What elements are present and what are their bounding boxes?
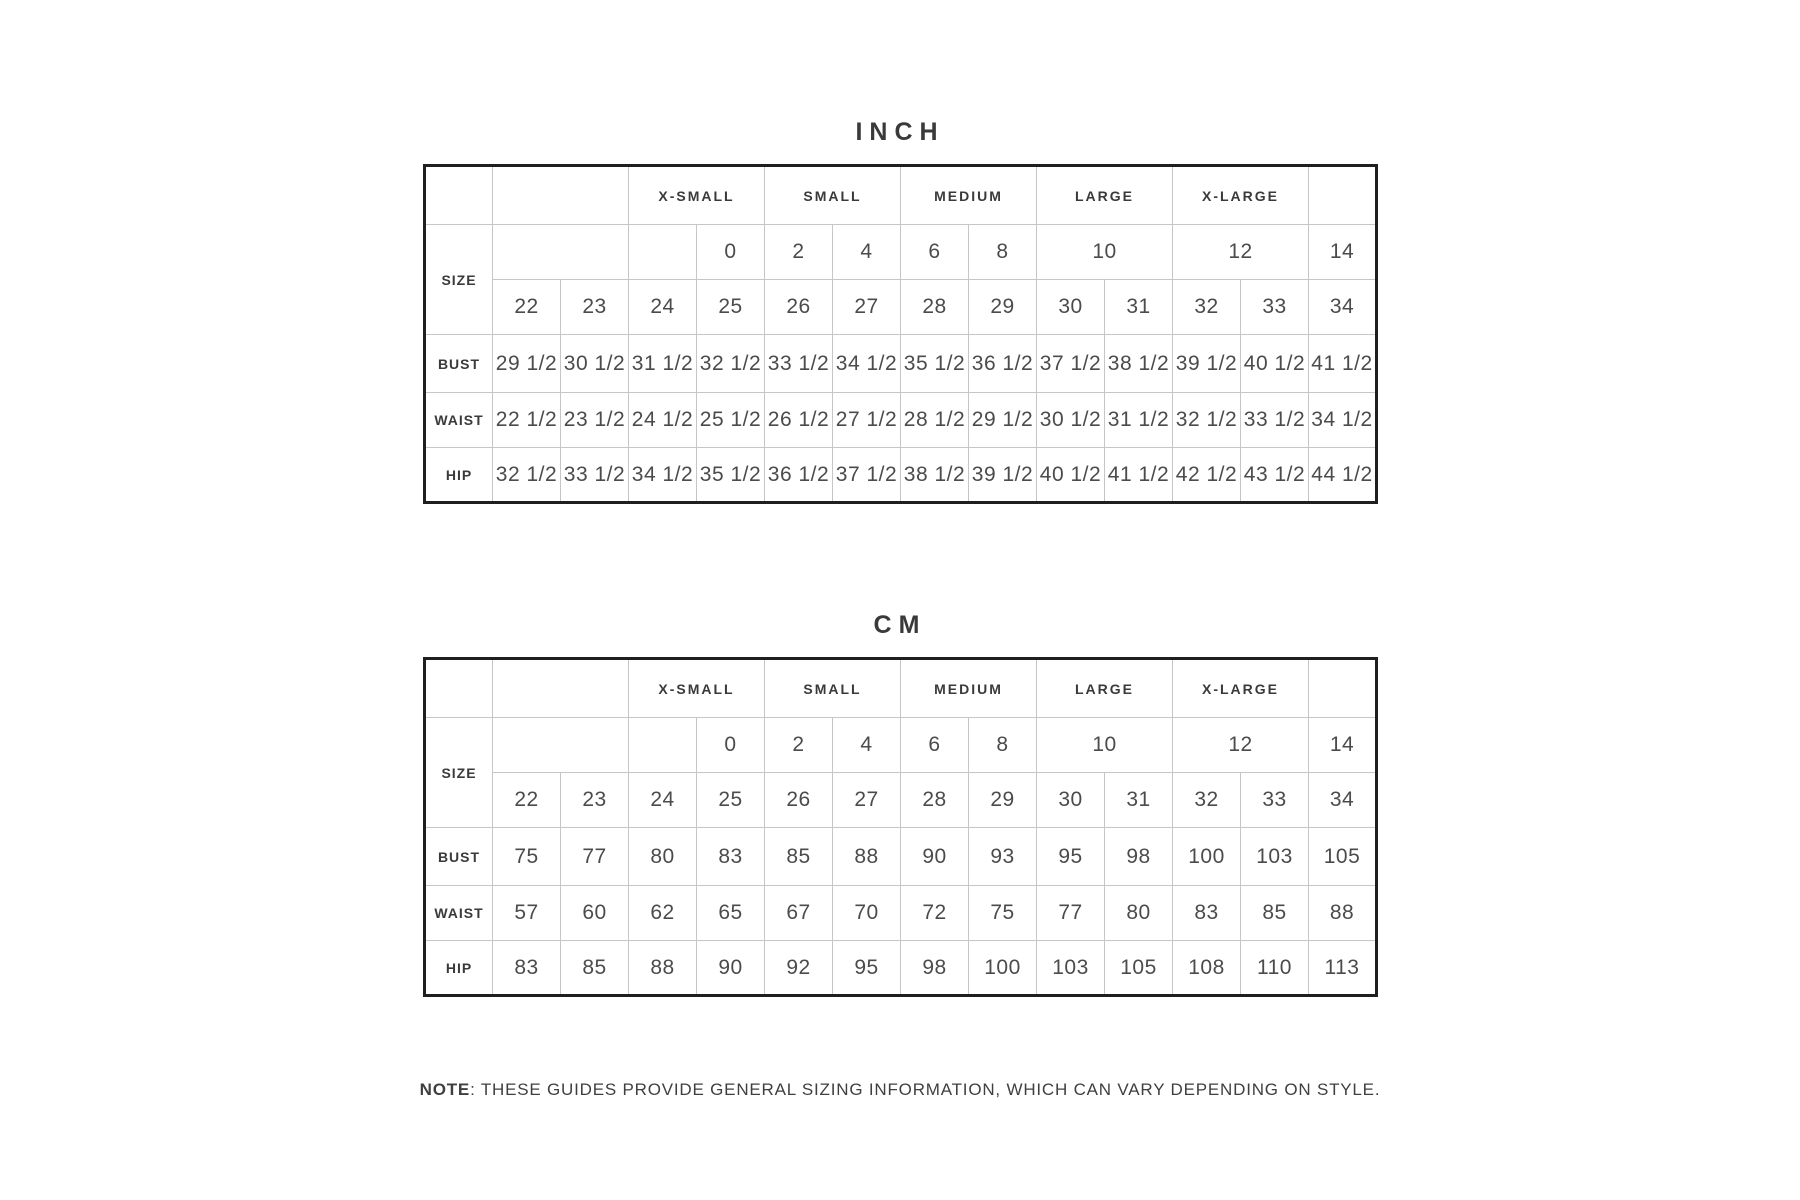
us-size-row (425, 225, 1377, 280)
us-size-cell: 4 (833, 718, 901, 773)
measurement-cell: 75 (493, 828, 561, 886)
numeric-size-row (425, 773, 1377, 828)
numeric-size-cell: 34 (1309, 773, 1377, 828)
numeric-size-cell: 31 (1105, 773, 1173, 828)
us-size-cell: 4 (833, 225, 901, 280)
measurement-cell: 88 (629, 941, 697, 996)
hip-row-label: HIP (425, 448, 493, 503)
empty-cell (629, 225, 697, 280)
numeric-size-cell: 23 (561, 280, 629, 335)
measurement-cell: 33 1/2 (1241, 393, 1309, 448)
measurement-cell: 57 (493, 886, 561, 941)
measurement-cell: 41 1/2 (1105, 448, 1173, 503)
group-header-small: SMALL (765, 659, 901, 718)
empty-cell (425, 166, 493, 225)
bust-row (425, 828, 1377, 886)
measurement-cell: 83 (697, 828, 765, 886)
measurement-cell: 35 1/2 (901, 335, 969, 393)
us-size-cell: 8 (969, 225, 1037, 280)
bust-row-label: BUST (425, 828, 493, 886)
measurement-cell: 40 1/2 (1037, 448, 1105, 503)
hip-row (425, 448, 1377, 503)
group-header-small: SMALL (765, 166, 901, 225)
measurement-cell: 26 1/2 (765, 393, 833, 448)
numeric-size-cell: 32 (1173, 773, 1241, 828)
group-header-medium: MEDIUM (901, 166, 1037, 225)
numeric-size-cell: 30 (1037, 773, 1105, 828)
numeric-size-cell: 26 (765, 280, 833, 335)
measurement-cell: 34 1/2 (833, 335, 901, 393)
numeric-size-cell: 29 (969, 773, 1037, 828)
empty-cell (493, 225, 629, 280)
group-header-medium: MEDIUM (901, 659, 1037, 718)
measurement-cell: 35 1/2 (697, 448, 765, 503)
empty-cell (493, 659, 629, 718)
numeric-size-cell: 33 (1241, 280, 1309, 335)
numeric-size-cell: 32 (1173, 280, 1241, 335)
measurement-cell: 33 1/2 (765, 335, 833, 393)
group-header-x-large: X-LARGE (1173, 166, 1309, 225)
measurement-cell: 34 1/2 (629, 448, 697, 503)
group-header-row (425, 659, 1377, 718)
measurement-cell: 70 (833, 886, 901, 941)
numeric-size-cell: 31 (1105, 280, 1173, 335)
numeric-size-cell: 22 (493, 280, 561, 335)
group-header-x-large: X-LARGE (1173, 659, 1309, 718)
empty-cell (1309, 659, 1377, 718)
measurement-cell: 98 (1105, 828, 1173, 886)
us-size-row (425, 718, 1377, 773)
numeric-size-cell: 28 (901, 773, 969, 828)
waist-row-label: WAIST (425, 886, 493, 941)
measurement-cell: 23 1/2 (561, 393, 629, 448)
measurement-cell: 22 1/2 (493, 393, 561, 448)
measurement-cell: 60 (561, 886, 629, 941)
empty-cell (629, 718, 697, 773)
group-header-large: LARGE (1037, 166, 1173, 225)
measurement-cell: 31 1/2 (629, 335, 697, 393)
numeric-size-cell: 23 (561, 773, 629, 828)
measurement-cell: 100 (969, 941, 1037, 996)
measurement-cell: 95 (833, 941, 901, 996)
group-header-x-small: X-SMALL (629, 166, 765, 225)
us-size-cell: 14 (1309, 718, 1377, 773)
measurement-cell: 105 (1105, 941, 1173, 996)
us-size-cell: 6 (901, 718, 969, 773)
us-size-cell: 2 (765, 718, 833, 773)
waist-row (425, 393, 1377, 448)
empty-cell (425, 659, 493, 718)
numeric-size-cell: 25 (697, 280, 765, 335)
measurement-cell: 62 (629, 886, 697, 941)
us-size-cell: 8 (969, 718, 1037, 773)
measurement-cell: 41 1/2 (1309, 335, 1377, 393)
waist-row-label: WAIST (425, 393, 493, 448)
measurement-cell: 105 (1309, 828, 1377, 886)
us-size-cell: 12 (1173, 225, 1309, 280)
footnote-text: : THESE GUIDES PROVIDE GENERAL SIZING INFORMATION, WHICH CAN VARY DEPENDING ON STYLE. (470, 1080, 1381, 1099)
waist-row (425, 886, 1377, 941)
hip-row (425, 941, 1377, 996)
measurement-cell: 36 1/2 (969, 335, 1037, 393)
measurement-cell: 72 (901, 886, 969, 941)
hip-row-label: HIP (425, 941, 493, 996)
empty-cell (493, 718, 629, 773)
measurement-cell: 29 1/2 (969, 393, 1037, 448)
empty-cell (1309, 166, 1377, 225)
measurement-cell: 29 1/2 (493, 335, 561, 393)
measurement-cell: 33 1/2 (561, 448, 629, 503)
numeric-size-cell: 27 (833, 773, 901, 828)
measurement-cell: 25 1/2 (697, 393, 765, 448)
measurement-cell: 38 1/2 (901, 448, 969, 503)
measurement-cell: 113 (1309, 941, 1377, 996)
measurement-cell: 85 (561, 941, 629, 996)
bust-row-label: BUST (425, 335, 493, 393)
measurement-cell: 85 (765, 828, 833, 886)
us-size-cell: 0 (697, 225, 765, 280)
measurement-cell: 30 1/2 (561, 335, 629, 393)
measurement-cell: 40 1/2 (1241, 335, 1309, 393)
numeric-size-cell: 28 (901, 280, 969, 335)
footnote (0, 1080, 1800, 1100)
measurement-cell: 39 1/2 (1173, 335, 1241, 393)
measurement-cell: 32 1/2 (493, 448, 561, 503)
measurement-cell: 103 (1241, 828, 1309, 886)
measurement-cell: 80 (1105, 886, 1173, 941)
numeric-size-cell: 25 (697, 773, 765, 828)
numeric-size-cell: 30 (1037, 280, 1105, 335)
measurement-cell: 103 (1037, 941, 1105, 996)
measurement-cell: 37 1/2 (1037, 335, 1105, 393)
measurement-cell: 67 (765, 886, 833, 941)
measurement-cell: 108 (1173, 941, 1241, 996)
us-size-cell: 2 (765, 225, 833, 280)
us-size-cell: 12 (1173, 718, 1309, 773)
measurement-cell: 43 1/2 (1241, 448, 1309, 503)
measurement-cell: 77 (561, 828, 629, 886)
measurement-cell: 39 1/2 (969, 448, 1037, 503)
footnote-prefix: NOTE (419, 1080, 471, 1099)
measurement-cell: 65 (697, 886, 765, 941)
size-row-label: SIZE (425, 225, 493, 335)
measurement-cell: 83 (493, 941, 561, 996)
measurement-cell: 24 1/2 (629, 393, 697, 448)
measurement-cell: 42 1/2 (1173, 448, 1241, 503)
measurement-cell: 77 (1037, 886, 1105, 941)
size-row-label: SIZE (425, 718, 493, 828)
bust-row (425, 335, 1377, 393)
measurement-cell: 36 1/2 (765, 448, 833, 503)
numeric-size-cell: 26 (765, 773, 833, 828)
measurement-cell: 80 (629, 828, 697, 886)
cm-section-title: CM (873, 611, 927, 639)
measurement-cell: 37 1/2 (833, 448, 901, 503)
measurement-cell: 27 1/2 (833, 393, 901, 448)
us-size-cell: 0 (697, 718, 765, 773)
numeric-size-cell: 29 (969, 280, 1037, 335)
numeric-size-cell: 22 (493, 773, 561, 828)
measurement-cell: 95 (1037, 828, 1105, 886)
measurement-cell: 90 (901, 828, 969, 886)
cm-size-table (423, 657, 1378, 997)
us-size-cell: 10 (1037, 718, 1173, 773)
group-header-x-small: X-SMALL (629, 659, 765, 718)
measurement-cell: 34 1/2 (1309, 393, 1377, 448)
measurement-cell: 31 1/2 (1105, 393, 1173, 448)
inch-section-title: INCH (855, 118, 945, 146)
measurement-cell: 28 1/2 (901, 393, 969, 448)
measurement-cell: 88 (1309, 886, 1377, 941)
numeric-size-cell: 34 (1309, 280, 1377, 335)
measurement-cell: 85 (1241, 886, 1309, 941)
measurement-cell: 100 (1173, 828, 1241, 886)
empty-cell (493, 166, 629, 225)
us-size-cell: 6 (901, 225, 969, 280)
measurement-cell: 32 1/2 (1173, 393, 1241, 448)
numeric-size-cell: 24 (629, 773, 697, 828)
measurement-cell: 32 1/2 (697, 335, 765, 393)
measurement-cell: 44 1/2 (1309, 448, 1377, 503)
inch-size-table (423, 164, 1378, 504)
measurement-cell: 88 (833, 828, 901, 886)
group-header-row (425, 166, 1377, 225)
group-header-large: LARGE (1037, 659, 1173, 718)
measurement-cell: 92 (765, 941, 833, 996)
us-size-cell: 10 (1037, 225, 1173, 280)
measurement-cell: 75 (969, 886, 1037, 941)
measurement-cell: 83 (1173, 886, 1241, 941)
measurement-cell: 30 1/2 (1037, 393, 1105, 448)
numeric-size-cell: 27 (833, 280, 901, 335)
measurement-cell: 90 (697, 941, 765, 996)
numeric-size-cell: 33 (1241, 773, 1309, 828)
measurement-cell: 93 (969, 828, 1037, 886)
measurement-cell: 98 (901, 941, 969, 996)
measurement-cell: 110 (1241, 941, 1309, 996)
numeric-size-cell: 24 (629, 280, 697, 335)
numeric-size-row (425, 280, 1377, 335)
us-size-cell: 14 (1309, 225, 1377, 280)
measurement-cell: 38 1/2 (1105, 335, 1173, 393)
